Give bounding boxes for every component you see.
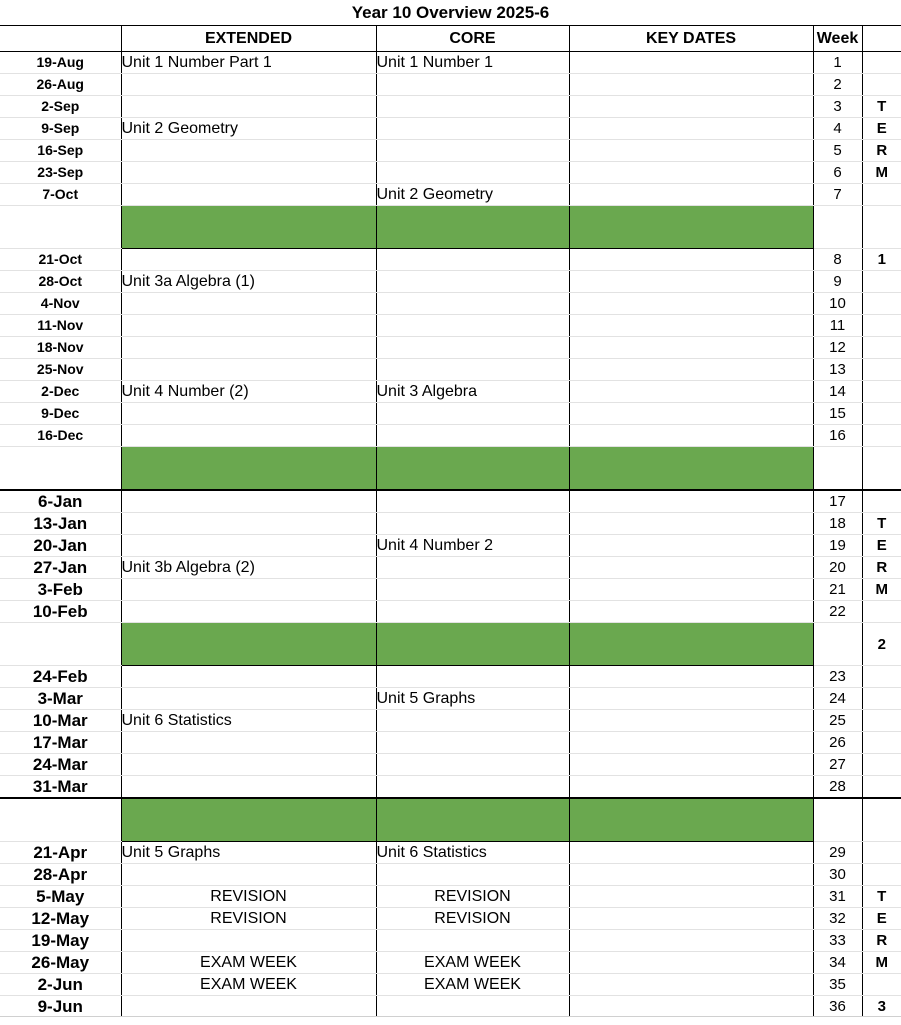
term-cell[interactable]: T <box>862 96 901 118</box>
core-cell[interactable] <box>376 930 569 952</box>
extended-cell[interactable]: Unit 1 Number Part 1 <box>121 52 376 74</box>
table-row <box>0 710 901 732</box>
date-cell[interactable]: 16-Dec <box>0 425 121 447</box>
date-cell[interactable]: 23-Sep <box>0 162 121 184</box>
term-cell[interactable] <box>862 425 901 447</box>
table-row <box>0 754 901 776</box>
table-row <box>0 886 901 908</box>
date-cell[interactable]: 4-Nov <box>0 293 121 315</box>
table-row <box>0 249 901 271</box>
extended-cell[interactable]: REVISION <box>121 886 376 908</box>
date-cell[interactable]: 2-Dec <box>0 381 121 403</box>
holiday-cell-extended[interactable] <box>121 447 376 491</box>
date-cell[interactable]: 21-Oct <box>0 249 121 271</box>
table-row <box>0 490 901 513</box>
week-cell[interactable]: 36 <box>813 996 862 1018</box>
date-cell[interactable]: 26-Aug <box>0 74 121 96</box>
extended-cell[interactable]: Unit 4 Number (2) <box>121 381 376 403</box>
term-cell[interactable] <box>862 381 901 403</box>
extended-cell[interactable] <box>121 490 376 513</box>
key-dates-cell[interactable] <box>569 74 813 96</box>
table-row <box>0 996 901 1018</box>
week-cell[interactable]: 34 <box>813 952 862 974</box>
core-cell[interactable] <box>376 666 569 688</box>
term-cell[interactable] <box>862 490 901 513</box>
term-cell[interactable] <box>862 798 901 842</box>
table-row <box>0 293 901 315</box>
week-cell[interactable]: 3 <box>813 96 862 118</box>
core-cell[interactable] <box>376 996 569 1018</box>
core-cell[interactable] <box>376 96 569 118</box>
extended-cell[interactable]: Unit 3b Algebra (2) <box>121 557 376 579</box>
table-row <box>0 425 901 447</box>
holiday-cell-core[interactable] <box>376 447 569 491</box>
extended-cell[interactable] <box>121 535 376 557</box>
table-row <box>0 184 901 206</box>
key-dates-cell[interactable] <box>569 996 813 1018</box>
extended-cell[interactable] <box>121 601 376 623</box>
extended-cell[interactable] <box>121 996 376 1018</box>
extended-cell[interactable]: EXAM WEEK <box>121 952 376 974</box>
key-dates-cell[interactable] <box>569 886 813 908</box>
holiday-row <box>0 447 901 491</box>
date-cell[interactable] <box>0 798 121 842</box>
week-cell[interactable] <box>813 447 862 491</box>
key-dates-cell[interactable] <box>569 184 813 206</box>
holiday-cell-core[interactable] <box>376 206 569 249</box>
extended-cell[interactable]: EXAM WEEK <box>121 974 376 996</box>
table-row <box>0 118 901 140</box>
term-cell[interactable] <box>862 184 901 206</box>
date-cell[interactable]: 21-Apr <box>0 842 121 864</box>
date-cell[interactable]: 2-Sep <box>0 96 121 118</box>
date-cell[interactable]: 27-Jan <box>0 557 121 579</box>
table-body <box>0 52 901 1018</box>
date-cell[interactable]: 3-Mar <box>0 688 121 710</box>
extended-cell[interactable] <box>121 864 376 886</box>
term-cell[interactable]: T <box>862 513 901 535</box>
holiday-cell-key-dates[interactable] <box>569 206 813 249</box>
table-row <box>0 337 901 359</box>
week-cell[interactable] <box>813 206 862 249</box>
core-cell[interactable]: Unit 3 Algebra <box>376 381 569 403</box>
holiday-cell-extended[interactable] <box>121 798 376 842</box>
core-cell[interactable] <box>376 732 569 754</box>
table-row <box>0 952 901 974</box>
date-cell[interactable]: 2-Jun <box>0 974 121 996</box>
table-row <box>0 842 901 864</box>
table-row <box>0 162 901 184</box>
key-dates-cell[interactable] <box>569 864 813 886</box>
table-row <box>0 74 901 96</box>
table-row <box>0 579 901 601</box>
holiday-cell-extended[interactable] <box>121 623 376 666</box>
header-row <box>0 26 901 52</box>
date-cell[interactable]: 24-Mar <box>0 754 121 776</box>
extended-cell[interactable] <box>121 930 376 952</box>
key-dates-cell[interactable] <box>569 666 813 688</box>
core-cell[interactable] <box>376 271 569 293</box>
date-cell[interactable]: 7-Oct <box>0 184 121 206</box>
term-cell[interactable] <box>862 601 901 623</box>
week-cell[interactable]: 23 <box>813 666 862 688</box>
core-cell[interactable] <box>376 74 569 96</box>
key-dates-cell[interactable] <box>569 974 813 996</box>
week-cell[interactable]: 14 <box>813 381 862 403</box>
key-dates-cell[interactable] <box>569 688 813 710</box>
extended-cell[interactable] <box>121 513 376 535</box>
extended-cell[interactable]: Unit 3a Algebra (1) <box>121 271 376 293</box>
term-cell[interactable]: E <box>862 908 901 930</box>
date-cell[interactable]: 31-Mar <box>0 776 121 799</box>
table-row <box>0 776 901 799</box>
table-row <box>0 271 901 293</box>
core-cell[interactable] <box>376 162 569 184</box>
key-dates-cell[interactable] <box>569 271 813 293</box>
week-cell[interactable]: 27 <box>813 754 862 776</box>
extended-cell[interactable]: Unit 5 Graphs <box>121 842 376 864</box>
holiday-cell-key-dates[interactable] <box>569 447 813 491</box>
core-cell[interactable] <box>376 337 569 359</box>
week-cell[interactable]: 20 <box>813 557 862 579</box>
key-dates-cell[interactable] <box>569 601 813 623</box>
week-cell[interactable]: 19 <box>813 535 862 557</box>
core-cell[interactable]: EXAM WEEK <box>376 952 569 974</box>
table-row <box>0 381 901 403</box>
date-cell[interactable]: 16-Sep <box>0 140 121 162</box>
date-cell[interactable]: 3-Feb <box>0 579 121 601</box>
holiday-cell-core[interactable] <box>376 623 569 666</box>
holiday-cell-key-dates[interactable] <box>569 623 813 666</box>
date-cell[interactable]: 26-May <box>0 952 121 974</box>
extended-cell[interactable] <box>121 359 376 381</box>
key-dates-cell[interactable] <box>569 842 813 864</box>
term-cell[interactable] <box>862 74 901 96</box>
core-cell[interactable]: REVISION <box>376 886 569 908</box>
date-cell[interactable]: 10-Mar <box>0 710 121 732</box>
week-cell[interactable]: 24 <box>813 688 862 710</box>
term-cell[interactable] <box>862 447 901 491</box>
term-cell[interactable]: M <box>862 952 901 974</box>
term-cell[interactable]: 3 <box>862 996 901 1018</box>
core-cell[interactable] <box>376 776 569 799</box>
core-cell[interactable]: Unit 1 Number 1 <box>376 52 569 74</box>
table-row <box>0 864 901 886</box>
extended-cell[interactable] <box>121 96 376 118</box>
key-dates-cell[interactable] <box>569 403 813 425</box>
date-cell[interactable]: 20-Jan <box>0 535 121 557</box>
week-cell[interactable]: 5 <box>813 140 862 162</box>
term-cell[interactable]: M <box>862 579 901 601</box>
core-cell[interactable] <box>376 579 569 601</box>
holiday-row <box>0 798 901 842</box>
extended-cell[interactable] <box>121 184 376 206</box>
core-cell[interactable] <box>376 359 569 381</box>
week-cell[interactable]: 21 <box>813 579 862 601</box>
table-row <box>0 930 901 952</box>
key-dates-cell[interactable] <box>569 732 813 754</box>
date-cell[interactable]: 19-Aug <box>0 52 121 74</box>
key-dates-cell[interactable] <box>569 381 813 403</box>
extended-cell[interactable] <box>121 293 376 315</box>
extended-cell[interactable] <box>121 579 376 601</box>
week-cell[interactable]: 15 <box>813 403 862 425</box>
week-cell[interactable]: 32 <box>813 908 862 930</box>
header-term[interactable] <box>862 26 901 52</box>
week-cell[interactable]: 10 <box>813 293 862 315</box>
term-cell[interactable]: 2 <box>862 623 901 666</box>
holiday-row <box>0 206 901 249</box>
table-row <box>0 666 901 688</box>
core-cell[interactable]: Unit 4 Number 2 <box>376 535 569 557</box>
overview-table <box>0 25 901 1018</box>
term-cell[interactable] <box>862 776 901 799</box>
term-cell[interactable] <box>862 864 901 886</box>
term-cell[interactable] <box>862 666 901 688</box>
key-dates-cell[interactable] <box>569 337 813 359</box>
term-cell[interactable]: E <box>862 535 901 557</box>
table-row <box>0 535 901 557</box>
extended-cell[interactable] <box>121 776 376 799</box>
table-row <box>0 908 901 930</box>
key-dates-cell[interactable] <box>569 359 813 381</box>
key-dates-cell[interactable] <box>569 425 813 447</box>
core-cell[interactable] <box>376 710 569 732</box>
core-cell[interactable] <box>376 490 569 513</box>
extended-cell[interactable] <box>121 315 376 337</box>
key-dates-cell[interactable] <box>569 96 813 118</box>
extended-cell[interactable] <box>121 688 376 710</box>
extended-cell[interactable] <box>121 425 376 447</box>
core-cell[interactable] <box>376 140 569 162</box>
extended-cell[interactable] <box>121 754 376 776</box>
core-cell[interactable] <box>376 293 569 315</box>
week-cell[interactable]: 8 <box>813 249 862 271</box>
core-cell[interactable] <box>376 425 569 447</box>
core-cell[interactable]: Unit 2 Geometry <box>376 184 569 206</box>
week-cell[interactable]: 30 <box>813 864 862 886</box>
header-week[interactable]: Week <box>813 26 862 52</box>
core-cell[interactable] <box>376 118 569 140</box>
term-cell[interactable] <box>862 337 901 359</box>
key-dates-cell[interactable] <box>569 118 813 140</box>
table-row <box>0 557 901 579</box>
key-dates-cell[interactable] <box>569 535 813 557</box>
date-cell[interactable]: 28-Apr <box>0 864 121 886</box>
core-cell[interactable]: Unit 5 Graphs <box>376 688 569 710</box>
date-cell[interactable]: 12-May <box>0 908 121 930</box>
week-cell[interactable]: 7 <box>813 184 862 206</box>
week-cell[interactable]: 31 <box>813 886 862 908</box>
holiday-row <box>0 623 901 666</box>
week-cell[interactable]: 9 <box>813 271 862 293</box>
table-row <box>0 359 901 381</box>
table-row <box>0 732 901 754</box>
week-cell[interactable]: 22 <box>813 601 862 623</box>
term-cell[interactable]: T <box>862 886 901 908</box>
core-cell[interactable] <box>376 513 569 535</box>
key-dates-cell[interactable] <box>569 930 813 952</box>
week-cell[interactable]: 26 <box>813 732 862 754</box>
sheet-title: Year 10 Overview 2025-6 <box>351 3 550 22</box>
key-dates-cell[interactable] <box>569 293 813 315</box>
term-cell[interactable] <box>862 688 901 710</box>
week-cell[interactable]: 18 <box>813 513 862 535</box>
table-row <box>0 52 901 74</box>
extended-cell[interactable] <box>121 162 376 184</box>
term-cell[interactable]: M <box>862 162 901 184</box>
week-cell[interactable]: 17 <box>813 490 862 513</box>
date-cell[interactable]: 5-May <box>0 886 121 908</box>
week-cell[interactable]: 16 <box>813 425 862 447</box>
date-cell[interactable] <box>0 206 121 249</box>
extended-cell[interactable] <box>121 249 376 271</box>
core-cell[interactable] <box>376 601 569 623</box>
week-cell[interactable]: 29 <box>813 842 862 864</box>
term-cell[interactable]: R <box>862 930 901 952</box>
week-cell[interactable]: 28 <box>813 776 862 799</box>
term-cell[interactable]: R <box>862 140 901 162</box>
week-cell[interactable]: 4 <box>813 118 862 140</box>
core-cell[interactable] <box>376 249 569 271</box>
date-cell[interactable]: 11-Nov <box>0 315 121 337</box>
week-cell[interactable]: 1 <box>813 52 862 74</box>
core-cell[interactable] <box>376 864 569 886</box>
key-dates-cell[interactable] <box>569 162 813 184</box>
term-cell[interactable] <box>862 974 901 996</box>
key-dates-cell[interactable] <box>569 513 813 535</box>
header-extended[interactable]: EXTENDED <box>121 26 376 52</box>
extended-cell[interactable] <box>121 732 376 754</box>
week-cell[interactable]: 6 <box>813 162 862 184</box>
date-cell[interactable]: 17-Mar <box>0 732 121 754</box>
term-cell[interactable] <box>862 710 901 732</box>
term-cell[interactable] <box>862 52 901 74</box>
week-cell[interactable]: 12 <box>813 337 862 359</box>
core-cell[interactable] <box>376 557 569 579</box>
key-dates-cell[interactable] <box>569 140 813 162</box>
header-date[interactable] <box>0 26 121 52</box>
core-cell[interactable] <box>376 403 569 425</box>
core-cell[interactable] <box>376 315 569 337</box>
table-row <box>0 688 901 710</box>
date-cell[interactable]: 19-May <box>0 930 121 952</box>
term-cell[interactable] <box>862 206 901 249</box>
header-key-dates[interactable]: KEY DATES <box>569 26 813 52</box>
key-dates-cell[interactable] <box>569 908 813 930</box>
term-cell[interactable] <box>862 271 901 293</box>
table-row <box>0 601 901 623</box>
core-cell[interactable]: Unit 6 Statistics <box>376 842 569 864</box>
extended-cell[interactable] <box>121 337 376 359</box>
date-cell[interactable]: 6-Jan <box>0 490 121 513</box>
key-dates-cell[interactable] <box>569 710 813 732</box>
key-dates-cell[interactable] <box>569 52 813 74</box>
table-row <box>0 974 901 996</box>
table-row <box>0 403 901 425</box>
key-dates-cell[interactable] <box>569 315 813 337</box>
extended-cell[interactable] <box>121 403 376 425</box>
week-cell[interactable] <box>813 623 862 666</box>
extended-cell[interactable] <box>121 666 376 688</box>
key-dates-cell[interactable] <box>569 776 813 799</box>
week-cell[interactable]: 35 <box>813 974 862 996</box>
holiday-cell-key-dates[interactable] <box>569 798 813 842</box>
week-cell[interactable]: 33 <box>813 930 862 952</box>
holiday-cell-extended[interactable] <box>121 206 376 249</box>
term-cell[interactable] <box>862 403 901 425</box>
week-cell[interactable] <box>813 798 862 842</box>
term-cell[interactable] <box>862 842 901 864</box>
table-row <box>0 513 901 535</box>
core-cell[interactable] <box>376 754 569 776</box>
term-cell[interactable] <box>862 315 901 337</box>
date-cell[interactable]: 9-Sep <box>0 118 121 140</box>
table-row <box>0 96 901 118</box>
header-core[interactable]: CORE <box>376 26 569 52</box>
term-cell[interactable] <box>862 732 901 754</box>
week-cell[interactable]: 13 <box>813 359 862 381</box>
week-cell[interactable]: 2 <box>813 74 862 96</box>
holiday-cell-core[interactable] <box>376 798 569 842</box>
key-dates-cell[interactable] <box>569 754 813 776</box>
term-cell[interactable] <box>862 359 901 381</box>
date-cell[interactable]: 13-Jan <box>0 513 121 535</box>
date-cell[interactable]: 10-Feb <box>0 601 121 623</box>
date-cell[interactable]: 18-Nov <box>0 337 121 359</box>
extended-cell[interactable]: Unit 2 Geometry <box>121 118 376 140</box>
term-cell[interactable]: E <box>862 118 901 140</box>
table-row <box>0 315 901 337</box>
core-cell[interactable]: EXAM WEEK <box>376 974 569 996</box>
date-cell[interactable]: 24-Feb <box>0 666 121 688</box>
core-cell[interactable]: REVISION <box>376 908 569 930</box>
date-cell[interactable] <box>0 447 121 491</box>
key-dates-cell[interactable] <box>569 557 813 579</box>
term-cell[interactable]: R <box>862 557 901 579</box>
date-cell[interactable]: 25-Nov <box>0 359 121 381</box>
week-cell[interactable]: 25 <box>813 710 862 732</box>
date-cell[interactable]: 9-Dec <box>0 403 121 425</box>
term-cell[interactable] <box>862 293 901 315</box>
key-dates-cell[interactable] <box>569 579 813 601</box>
extended-cell[interactable]: Unit 6 Statistics <box>121 710 376 732</box>
date-cell[interactable] <box>0 623 121 666</box>
week-cell[interactable]: 11 <box>813 315 862 337</box>
term-cell[interactable]: 1 <box>862 249 901 271</box>
key-dates-cell[interactable] <box>569 490 813 513</box>
extended-cell[interactable] <box>121 74 376 96</box>
table-row <box>0 140 901 162</box>
date-cell[interactable]: 9-Jun <box>0 996 121 1018</box>
extended-cell[interactable]: REVISION <box>121 908 376 930</box>
key-dates-cell[interactable] <box>569 249 813 271</box>
date-cell[interactable]: 28-Oct <box>0 271 121 293</box>
extended-cell[interactable] <box>121 140 376 162</box>
term-cell[interactable] <box>862 754 901 776</box>
key-dates-cell[interactable] <box>569 952 813 974</box>
